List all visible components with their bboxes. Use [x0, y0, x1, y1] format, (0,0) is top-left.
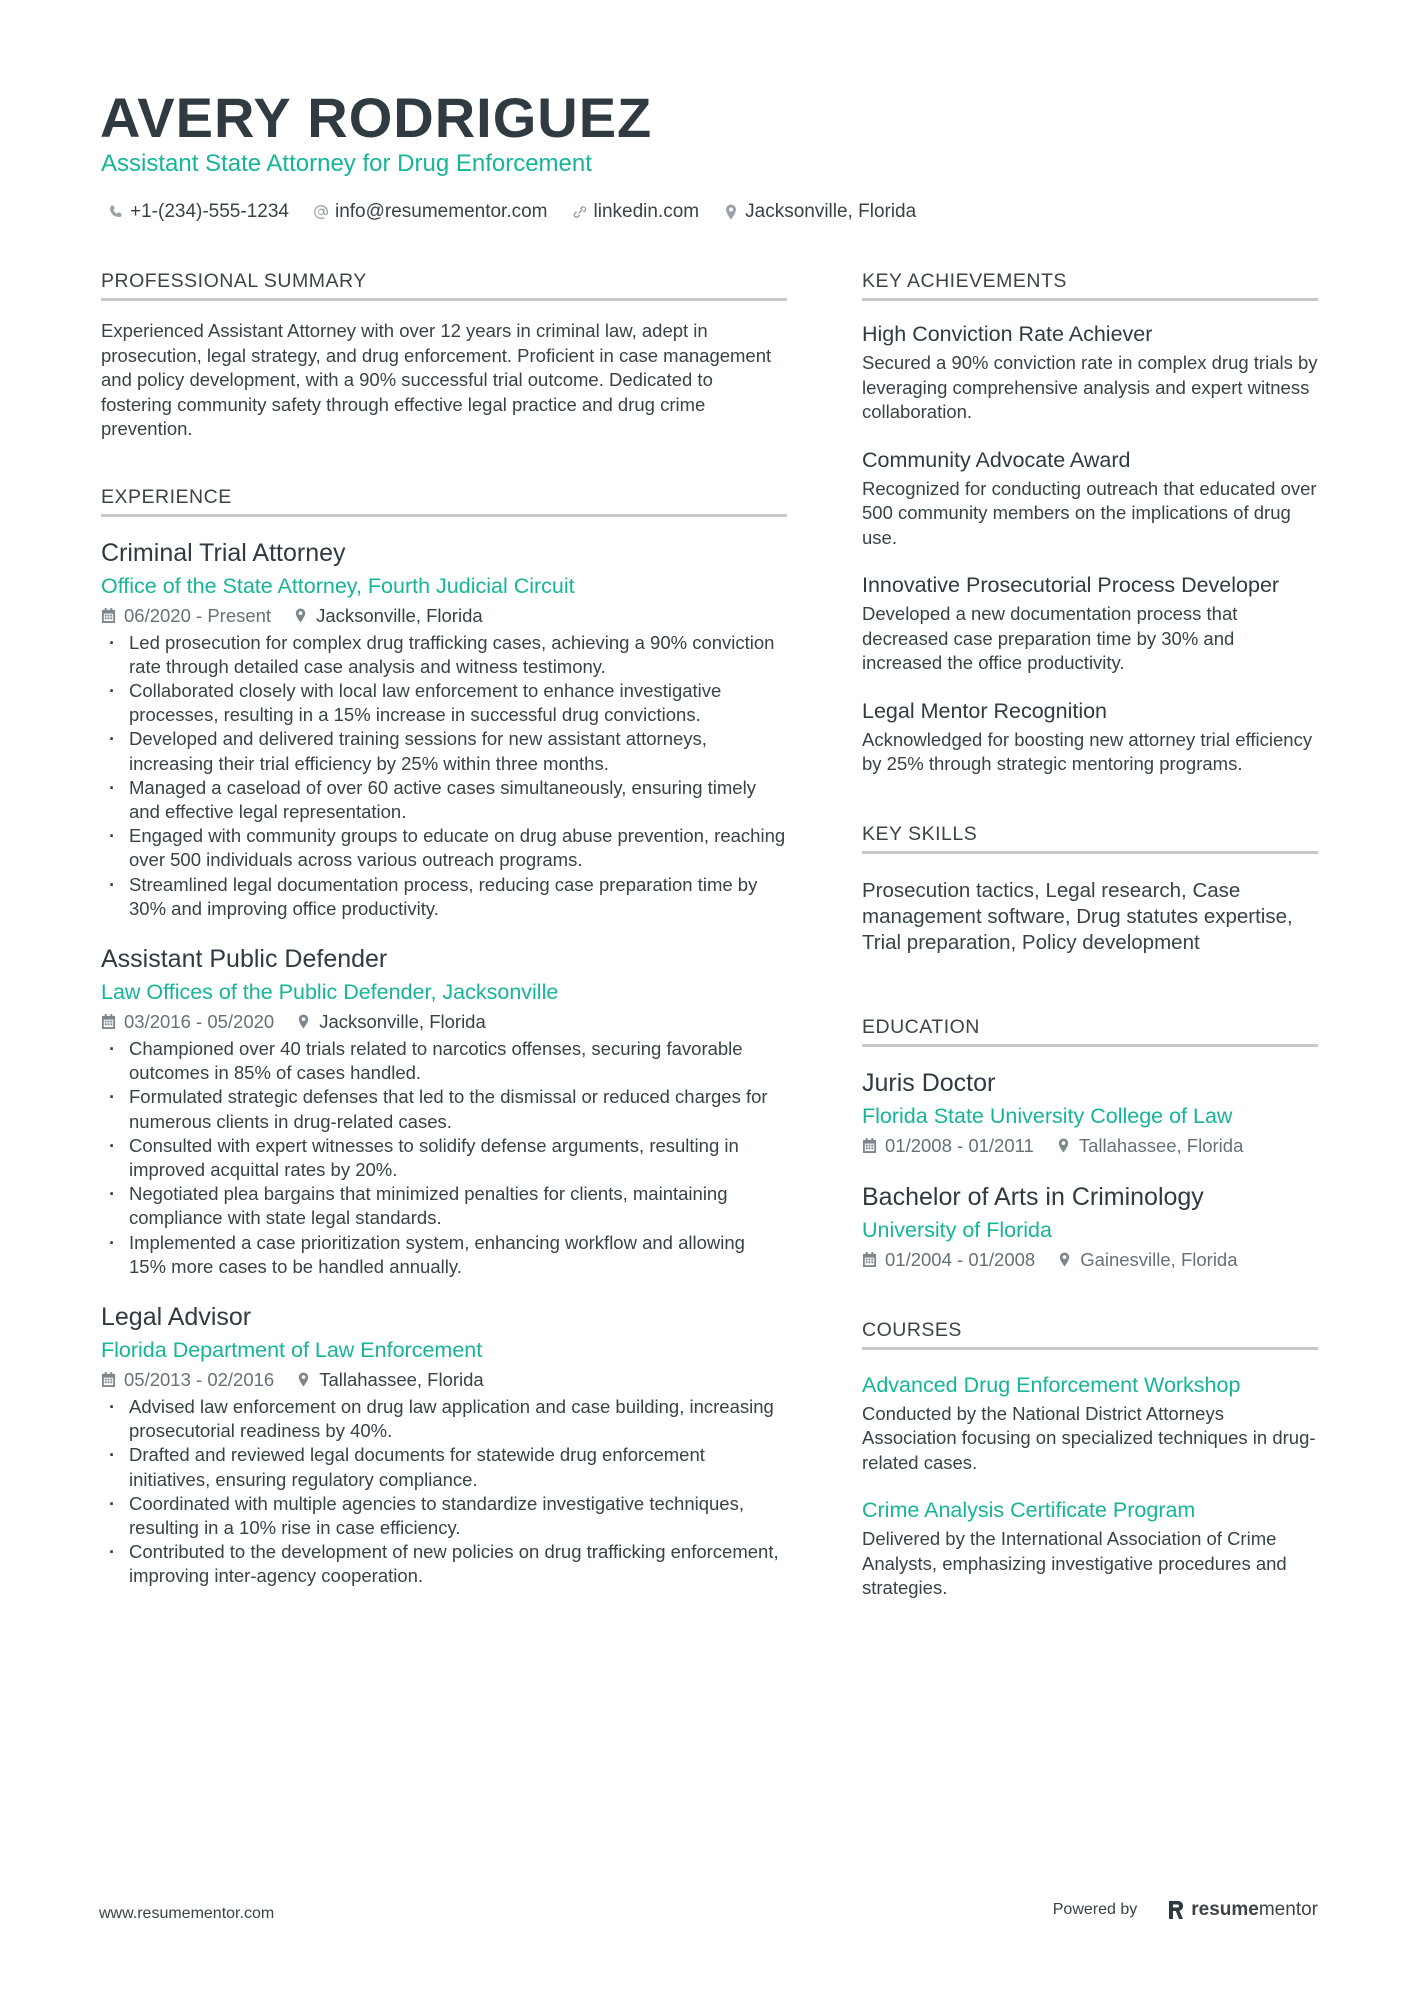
brand-regular: mentor — [1258, 1899, 1318, 1920]
job-bullet: · Coordinated with multiple agencies to standardize investigative techniques, resulting in a 10% rise in case efficiency. — [101, 1492, 787, 1540]
powered-by-label: Powered by — [1052, 1901, 1138, 1918]
job-location-text: Jacksonville, Florida — [316, 604, 483, 626]
map-pin-icon — [296, 1014, 311, 1029]
job-bullet: · Implemented a case prioritization system, enhancing workflow and allowing 15% more cases to be handled annually. — [101, 1231, 787, 1279]
contact-bar — [108, 197, 916, 227]
job-bullets — [101, 1037, 787, 1279]
job-dates-text: 05/2013 - 02/2016 — [124, 1368, 275, 1390]
achievement-text: Acknowledged for boosting new attorney trial efficiency by 25% through strategic mentoring programs. — [862, 728, 1313, 774]
achievement-item — [862, 570, 1318, 676]
job-dates-text: 06/2020 - Present — [124, 604, 272, 626]
achievement-item — [862, 696, 1318, 777]
education-meta — [862, 1247, 1318, 1273]
education-degree: Bachelor of Arts in Criminology — [862, 1182, 1204, 1211]
contact-email[interactable] — [313, 201, 548, 223]
skills-text: Prosecution tactics, Legal research, Case management software, Drug statutes expertise, Trial preparation, Policy development — [862, 878, 1293, 954]
left-column — [101, 268, 787, 1589]
map-pin-icon — [1056, 1138, 1071, 1153]
map-pin-icon — [293, 608, 308, 623]
skills-heading: KEY SKILLS — [862, 821, 1318, 854]
achievement-title: High Conviction Rate Achiever — [862, 322, 1153, 346]
education-meta — [862, 1133, 1318, 1159]
job-location — [293, 603, 483, 629]
job-title: Legal Advisor — [101, 1302, 252, 1331]
achievement-item — [862, 319, 1318, 425]
education-location — [1057, 1247, 1237, 1273]
course-item — [862, 1495, 1318, 1601]
footer-branding — [1053, 1899, 1318, 1921]
education-item — [862, 1181, 1318, 1273]
job-location-text: Tallahassee, Florida — [319, 1368, 484, 1390]
achievement-text: Recognized for conducting outreach that educated over 500 community members on the implications of drug use. — [862, 477, 1317, 548]
job-dates — [101, 1367, 274, 1393]
education-section — [862, 1014, 1318, 1273]
education-dates-text: 01/2004 - 01/2008 — [885, 1248, 1036, 1270]
summary-section — [101, 268, 787, 442]
achievement-title: Legal Mentor Recognition — [862, 698, 1108, 723]
contact-linkedin[interactable] — [572, 201, 700, 223]
job-meta — [101, 603, 787, 629]
education-location-text: Gainesville, Florida — [1080, 1248, 1238, 1270]
phone-text: +1-(234)-555-1234 — [130, 201, 289, 222]
job-bullet: · Contributed to the development of new policies on drug trafficking enforcement, improving inter-agency cooperation. — [101, 1540, 787, 1588]
education-school: University of Florida — [862, 1217, 1052, 1242]
skills-section — [862, 821, 1318, 956]
at-icon — [313, 204, 329, 220]
map-pin-icon — [296, 1372, 311, 1387]
job-bullet: · Developed and delivered training sessions for new assistant attorneys, increasing their trial efficiency by 25% within three months. — [101, 727, 787, 775]
job-entry — [101, 943, 787, 1279]
job-title: Criminal Trial Attorney — [101, 538, 346, 567]
job-company: Florida Department of Law Enforcement — [101, 1337, 483, 1362]
achievements-section — [862, 268, 1318, 777]
job-dates-text: 03/2016 - 05/2020 — [124, 1010, 275, 1032]
resumementor-logo-icon — [1167, 1899, 1185, 1921]
experience-section — [101, 484, 787, 1589]
job-company: Law Offices of the Public Defender, Jacksonville — [101, 979, 559, 1004]
calendar-icon — [862, 1138, 877, 1153]
brand-bold: resume — [1191, 1899, 1259, 1920]
course-item — [862, 1370, 1318, 1476]
course-title: Advanced Drug Enforcement Workshop — [862, 1372, 1241, 1397]
education-dates-text: 01/2008 - 01/2011 — [885, 1134, 1034, 1156]
job-bullet: · Formulated strategic defenses that led to the dismissal or reduced charges for numerous clients in drug-related cases. — [101, 1085, 787, 1133]
courses-heading: COURSES — [862, 1317, 1318, 1350]
job-title: Assistant Public Defender — [101, 944, 388, 973]
education-dates — [862, 1247, 1035, 1273]
experience-heading: EXPERIENCE — [101, 484, 787, 517]
map-pin-icon — [723, 204, 739, 220]
calendar-icon — [101, 1014, 116, 1029]
education-location — [1056, 1133, 1244, 1159]
job-bullet: · Championed over 40 trials related to narcotics offenses, securing favorable outcomes in 85% of cases handled. — [101, 1037, 787, 1085]
courses-section — [862, 1317, 1318, 1601]
job-location — [296, 1009, 486, 1035]
location-text: Jacksonville, Florida — [745, 201, 917, 222]
job-bullet: · Advised law enforcement on drug law application and case building, increasing prosecutorial readiness by 40%. — [101, 1395, 787, 1443]
education-degree: Juris Doctor — [862, 1068, 996, 1097]
summary-text: Experienced Assistant Attorney with over 12 years in criminal law, adept in prosecution, legal strategy, and drug enforcement. Proficient in case management and policy development, with a 90% successful trial outcome. Dedicated to fostering community safety through effective legal practice and drug crime prevention. — [101, 320, 772, 439]
job-entry — [101, 537, 787, 921]
education-school: Florida State University College of Law — [862, 1103, 1233, 1128]
course-text: Delivered by the International Association of Crime Analysts, emphasizing investigative procedures and strategies. — [862, 1528, 1287, 1598]
job-location — [296, 1367, 484, 1393]
achievement-title: Innovative Prosecutorial Process Developer — [862, 573, 1280, 597]
map-pin-icon — [1057, 1252, 1072, 1267]
achievement-item — [862, 445, 1318, 551]
contact-phone[interactable] — [108, 201, 289, 223]
calendar-icon — [862, 1252, 877, 1267]
job-entry — [101, 1301, 787, 1589]
job-bullet: · Managed a caseload of over 60 active cases simultaneously, ensuring timely and effective legal representation. — [101, 776, 787, 824]
job-bullet: · Negotiated plea bargains that minimized penalties for clients, maintaining compliance with state legal standards. — [101, 1182, 787, 1230]
candidate-name: AVERY RODRIGUEZ — [100, 86, 653, 149]
job-company: Office of the State Attorney, Fourth Judicial Circuit — [101, 573, 575, 598]
education-item — [862, 1067, 1318, 1159]
job-dates — [101, 1009, 274, 1035]
job-meta — [101, 1367, 787, 1393]
course-title: Crime Analysis Certificate Program — [862, 1498, 1196, 1522]
job-bullets — [101, 631, 787, 921]
achievement-text: Developed a new documentation process that decreased case preparation time by 30% and increased the office productivity. — [862, 603, 1238, 673]
job-bullet: · Led prosecution for complex drug trafficking cases, achieving a 90% conviction rate through detailed case analysis and witness testimony. — [101, 631, 787, 679]
contact-location — [723, 201, 916, 223]
education-dates — [862, 1133, 1034, 1159]
job-bullet: · Drafted and reviewed legal documents for statewide drug enforcement initiatives, ensuring regulatory compliance. — [101, 1443, 787, 1491]
achievement-title: Community Advocate Award — [862, 447, 1131, 472]
email-text: info@resumementor.com — [334, 201, 548, 222]
education-location-text: Tallahassee, Florida — [1078, 1134, 1244, 1156]
job-meta — [101, 1009, 787, 1035]
brand-logo[interactable] — [1167, 1899, 1318, 1921]
candidate-headline: Assistant State Attorney for Drug Enforcement — [101, 150, 592, 177]
footer-website[interactable]: www.resumementor.com — [99, 1905, 275, 1922]
link-icon — [572, 204, 588, 220]
job-bullet: · Engaged with community groups to educate on drug abuse prevention, reaching over 500 individuals across various outreach programs. — [101, 824, 787, 872]
course-text: Conducted by the National District Attorneys Association focusing on specialized techniques in drug-related cases. — [862, 1402, 1316, 1473]
job-bullets — [101, 1395, 787, 1589]
job-location-text: Jacksonville, Florida — [319, 1010, 486, 1032]
education-heading: EDUCATION — [862, 1014, 1318, 1047]
job-dates — [101, 603, 271, 629]
right-column — [862, 268, 1318, 1601]
achievements-heading: KEY ACHIEVEMENTS — [862, 268, 1318, 301]
linkedin-text: linkedin.com — [593, 201, 700, 222]
achievement-text: Secured a 90% conviction rate in complex drug trials by leveraging comprehensive analysis and expert witness collaboration. — [862, 352, 1318, 422]
calendar-icon — [101, 608, 116, 623]
job-bullet: · Streamlined legal documentation process, reducing case preparation time by 30% and improving office productivity. — [101, 873, 787, 921]
summary-heading: PROFESSIONAL SUMMARY — [101, 268, 787, 301]
job-bullet: · Consulted with expert witnesses to solidify defense arguments, resulting in improved acquittal rates by 20%. — [101, 1134, 787, 1182]
phone-icon — [108, 204, 124, 220]
calendar-icon — [101, 1372, 116, 1387]
job-bullet: · Collaborated closely with local law enforcement to enhance investigative processes, resulting in a 15% increase in successful drug convictions. — [101, 679, 787, 727]
